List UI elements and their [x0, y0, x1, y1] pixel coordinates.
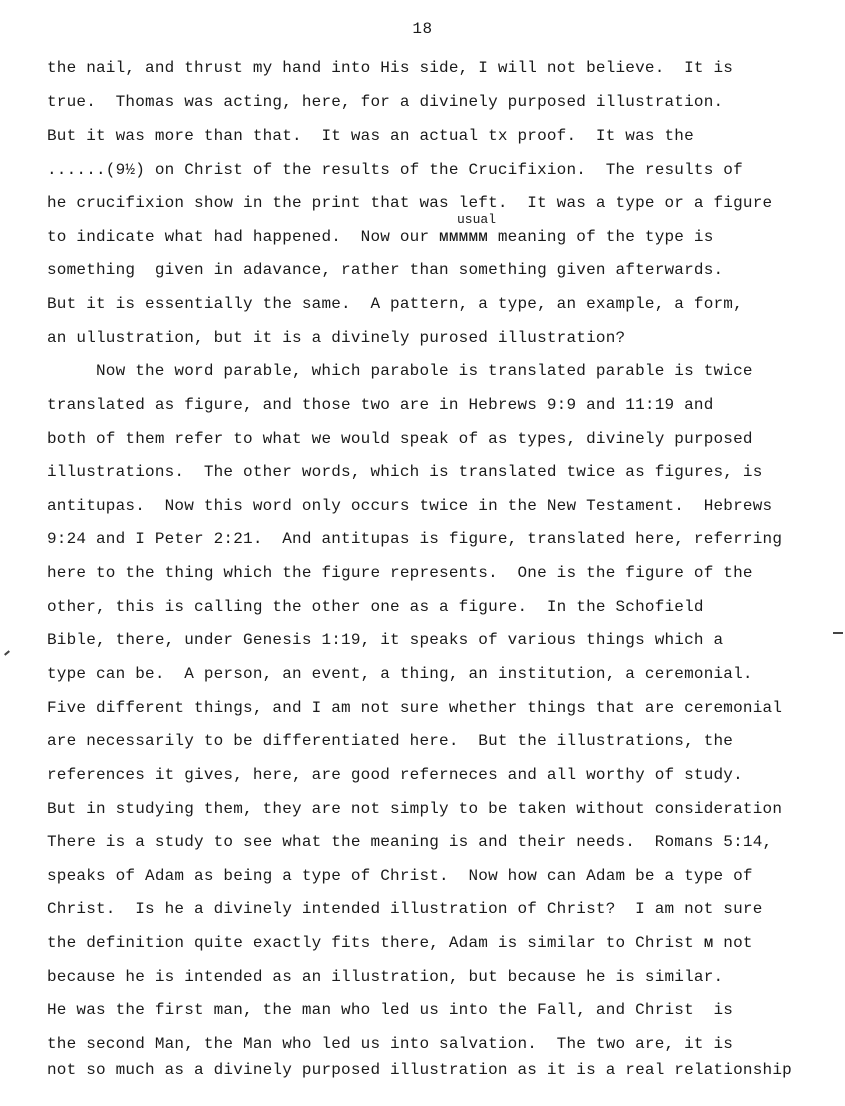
- page-number: 18: [412, 20, 433, 38]
- text-line: ......(9½) on Christ of the results of the Crucifixion. The results of: [47, 161, 743, 179]
- text-line: 9:24 and I Peter 2:21. And antitupas is figure, translated here, referring: [47, 530, 783, 548]
- text-line: But it is essentially the same. A pattern, a type, an example, a form,: [47, 295, 743, 313]
- text-line: He was the first man, the man who led us into the Fall, and Christ is: [47, 1001, 734, 1019]
- text-line: But in studying them, they are not simply to be taken without consideration: [47, 800, 783, 818]
- text-line: here to the thing which the figure represents. One is the figure of the: [47, 564, 753, 582]
- text-line: he crucifixion show in the print that was left. It was a type or a figure: [47, 194, 773, 212]
- text-line: something given in adavance, rather than something given afterwards.: [47, 261, 724, 279]
- text-line: both of them refer to what we would speak of as types, divinely purposed: [47, 430, 753, 448]
- text-line: to indicate what had happened. Now our ᴍᴍᴍᴍᴍ meaning of the type is: [47, 228, 714, 246]
- margin-mark: [833, 632, 843, 634]
- text-line: speaks of Adam as being a type of Christ. Now how can Adam be a type of: [47, 867, 753, 885]
- text-line: references it gives, here, are good referneces and all worthy of study.: [47, 766, 743, 784]
- margin-mark: [4, 650, 10, 655]
- text-line: Bible, there, under Genesis 1:19, it speaks of various things which a: [47, 631, 724, 649]
- text-line: antitupas. Now this word only occurs twice in the New Testament. Hebrews: [47, 497, 773, 515]
- text-line: Five different things, and I am not sure whether things that are ceremonial: [47, 699, 783, 717]
- text-line: are necessarily to be differentiated here. But the illustrations, the: [47, 732, 734, 750]
- text-line: the definition quite exactly fits there, Adam is similar to Christ ᴍ not: [47, 934, 753, 952]
- text-line: illustrations. The other words, which is translated twice as figures, is: [47, 463, 763, 481]
- text-line: true. Thomas was acting, here, for a divinely purposed illustration.: [47, 93, 724, 111]
- interlinear-insert: usual: [457, 212, 497, 227]
- text-line: an ullustration, but it is a divinely purosed illustration?: [47, 329, 626, 347]
- text-line: There is a study to see what the meaning is and their needs. Romans 5:14,: [47, 833, 773, 851]
- text-line: because he is intended as an illustration, but because he is similar.: [47, 968, 724, 986]
- text-line: the second Man, the Man who led us into salvation. The two are, it is: [47, 1035, 734, 1053]
- text-line: other, this is calling the other one as a figure. In the Schofield: [47, 598, 704, 616]
- text-line: type can be. A person, an event, a thing, an institution, a ceremonial.: [47, 665, 753, 683]
- paragraph-first-line: Now the word parable, which parabole is translated parable is twice: [96, 362, 753, 380]
- text-line: translated as figure, and those two are in Hebrews 9:9 and 11:19 and: [47, 396, 714, 414]
- text-line: But it was more than that. It was an actual tx proof. It was the: [47, 127, 694, 145]
- text-line: not so much as a divinely purposed illustration as it is a real relationship: [47, 1061, 792, 1079]
- text-line: the nail, and thrust my hand into His side, I will not believe. It is: [47, 59, 734, 77]
- text-line: Christ. Is he a divinely intended illustration of Christ? I am not sure: [47, 900, 763, 918]
